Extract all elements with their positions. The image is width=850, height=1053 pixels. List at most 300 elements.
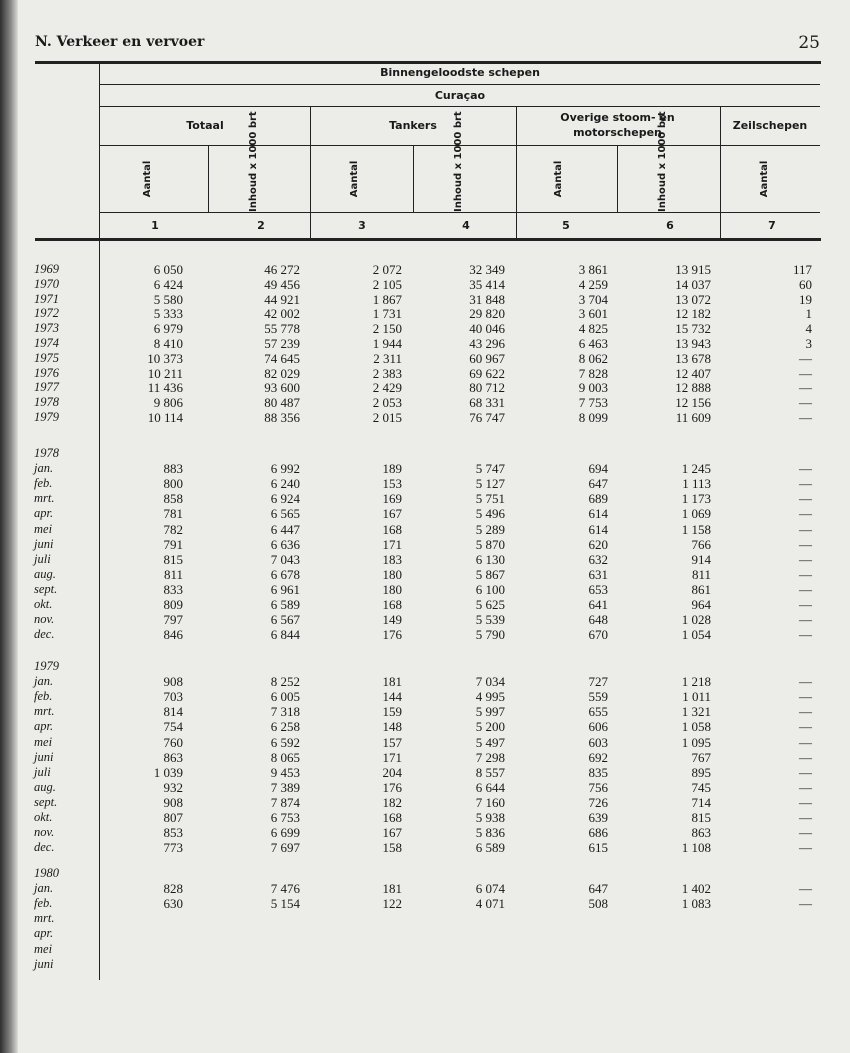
- row-label: 1976: [34, 365, 59, 380]
- cell-col-3: 2 072: [372, 262, 402, 277]
- cell-col-7: —: [799, 734, 812, 750]
- cell-col-2: 6 961: [270, 581, 300, 597]
- cell-col-6: 895: [691, 764, 711, 780]
- rule: [413, 145, 414, 212]
- table-row: [0, 476, 850, 491]
- cell-col-7: —: [799, 395, 812, 411]
- table-row: [0, 597, 850, 612]
- table-row: [0, 881, 850, 896]
- table-row: [0, 840, 850, 855]
- cell-col-1: 6 979: [153, 321, 183, 337]
- cell-col-7: —: [799, 365, 812, 381]
- cell-col-6: 12 156: [675, 395, 711, 411]
- cell-col-7: 4: [805, 321, 812, 337]
- cell-col-5: 4 259: [578, 276, 608, 292]
- cell-col-6: 1 402: [681, 881, 711, 897]
- table-row: [0, 825, 850, 840]
- row-label: apr.: [34, 719, 54, 734]
- column-header: Aantal: [553, 160, 564, 198]
- cell-col-3: 168: [382, 521, 402, 537]
- cell-col-7: —: [799, 810, 812, 825]
- table-row: [0, 522, 850, 537]
- rule: [208, 145, 209, 212]
- table-row: [0, 461, 850, 476]
- cell-col-7: —: [799, 840, 812, 856]
- cell-col-3: 1 867: [372, 291, 402, 307]
- cell-col-7: —: [799, 566, 812, 582]
- section-label: 1979: [34, 659, 59, 673]
- cell-col-1: 797: [163, 612, 183, 628]
- cell-col-4: 5 200: [475, 719, 505, 735]
- cell-col-3: 180: [382, 566, 402, 582]
- row-label: 1974: [34, 336, 59, 350]
- table-row: [0, 735, 850, 750]
- cell-col-4: 60 967: [469, 350, 505, 366]
- cell-col-7: —: [799, 794, 812, 810]
- cell-col-3: 148: [382, 719, 402, 735]
- cell-col-1: 814: [163, 704, 183, 720]
- cell-col-3: 168: [382, 810, 402, 825]
- cell-col-6: 12 182: [675, 306, 711, 322]
- table-row: [0, 351, 850, 366]
- cell-col-7: —: [799, 597, 812, 612]
- cell-col-2: 6 447: [270, 521, 300, 537]
- group-tankers: Tankers: [389, 119, 437, 132]
- cell-col-5: 692: [588, 749, 608, 765]
- cell-col-2: 6 844: [270, 627, 300, 643]
- cell-col-2: 44 921: [264, 291, 300, 307]
- row-label: jan.: [34, 881, 54, 896]
- cell-col-6: 1 108: [681, 840, 711, 856]
- column-header: Aantal: [759, 160, 770, 198]
- cell-col-2: 6 992: [270, 461, 300, 477]
- cell-col-1: 754: [163, 719, 183, 735]
- cell-col-5: 641: [588, 597, 608, 612]
- cell-col-2: 7 476: [270, 881, 300, 897]
- row-label: feb.: [34, 896, 53, 911]
- cell-col-7: —: [799, 551, 812, 567]
- table-row: [0, 277, 850, 292]
- cell-col-1: 800: [163, 476, 183, 492]
- cell-col-1: 863: [163, 749, 183, 765]
- cell-col-2: 7 389: [270, 779, 300, 795]
- cell-col-4: 5 747: [475, 461, 505, 477]
- cell-col-6: 914: [691, 551, 711, 567]
- cell-col-7: —: [799, 536, 812, 552]
- cell-col-5: 9 003: [578, 380, 608, 396]
- row-label: okt.: [34, 810, 53, 824]
- column-number: 1: [151, 219, 159, 232]
- cell-col-3: 2 383: [372, 365, 402, 381]
- cell-col-1: 858: [163, 491, 183, 507]
- cell-col-2: 7 874: [270, 794, 300, 810]
- cell-col-2: 6 753: [270, 810, 300, 825]
- cell-col-5: 3 861: [578, 262, 608, 277]
- cell-col-2: 46 272: [264, 262, 300, 277]
- cell-col-3: 181: [382, 674, 402, 690]
- cell-col-7: —: [799, 627, 812, 643]
- cell-col-6: 14 037: [675, 276, 711, 292]
- section-title: N. Verkeer en vervoer: [35, 34, 205, 50]
- cell-col-3: 180: [382, 581, 402, 597]
- cell-col-3: 176: [382, 779, 402, 795]
- cell-col-1: 9 806: [153, 395, 183, 411]
- row-label: feb.: [34, 689, 53, 704]
- section-label: 1980: [34, 866, 59, 880]
- cell-col-1: 1 039: [153, 764, 183, 780]
- group-zeilschepen: Zeilschepen: [732, 119, 808, 132]
- cell-col-1: 6 050: [153, 262, 183, 277]
- cell-col-4: 32 349: [469, 262, 505, 277]
- cell-col-1: 703: [163, 689, 183, 705]
- rule: [310, 106, 311, 240]
- cell-col-2: 5 154: [270, 896, 300, 912]
- row-label: feb.: [34, 476, 53, 491]
- column-header: Inhoud x 1000 brt: [248, 111, 259, 212]
- cell-col-6: 811: [691, 566, 711, 582]
- cell-col-1: 811: [163, 566, 183, 582]
- cell-col-7: —: [799, 612, 812, 628]
- cell-col-7: 60: [799, 276, 812, 292]
- cell-col-2: 7 043: [270, 551, 300, 567]
- cell-col-2: 74 645: [264, 350, 300, 366]
- cell-col-1: 791: [163, 536, 183, 552]
- cell-col-2: 6 240: [270, 476, 300, 492]
- cell-col-1: 908: [163, 794, 183, 810]
- table-title: Binnengeloodste schepen: [380, 66, 540, 79]
- row-label: jan.: [34, 461, 54, 476]
- cell-col-1: 5 580: [153, 291, 183, 307]
- cell-col-3: 144: [382, 689, 402, 705]
- table-row: [0, 612, 850, 627]
- cell-col-2: 6 636: [270, 536, 300, 552]
- cell-col-4: 7 298: [475, 749, 505, 765]
- cell-col-5: 653: [588, 581, 608, 597]
- cell-col-4: 5 289: [475, 521, 505, 537]
- cell-col-6: 745: [691, 779, 711, 795]
- cell-col-6: 964: [691, 597, 711, 612]
- cell-col-4: 8 557: [475, 764, 505, 780]
- cell-col-1: 846: [163, 627, 183, 643]
- cell-col-2: 6 924: [270, 491, 300, 507]
- table-row: [0, 704, 850, 719]
- row-label: 1969: [34, 262, 59, 276]
- row-label: 1971: [34, 291, 59, 306]
- cell-col-6: 1 113: [682, 476, 711, 492]
- table-row: [0, 306, 850, 321]
- column-number: 6: [666, 219, 674, 232]
- cell-col-1: 6 424: [153, 276, 183, 292]
- table-row: [0, 750, 850, 765]
- row-label: mrt.: [34, 911, 55, 926]
- cell-col-6: 11 609: [675, 410, 711, 425]
- cell-col-1: 908: [163, 674, 183, 690]
- cell-col-3: 153: [382, 476, 402, 492]
- cell-col-3: 171: [382, 749, 402, 765]
- cell-col-1: 853: [163, 825, 183, 841]
- cell-col-5: 647: [588, 476, 608, 492]
- row-label: sept.: [34, 581, 58, 596]
- table-row: [0, 552, 850, 567]
- cell-col-2: 6 592: [270, 734, 300, 750]
- header-bottom-rule: [35, 238, 821, 241]
- column-number: 4: [462, 219, 470, 232]
- cell-col-5: 8 062: [578, 350, 608, 366]
- cell-col-4: 4 995: [475, 689, 505, 705]
- cell-col-2: 6 589: [270, 597, 300, 612]
- table-row: [0, 926, 850, 941]
- cell-col-4: 7 160: [475, 794, 505, 810]
- cell-col-6: 766: [691, 536, 711, 552]
- cell-col-4: 43 296: [469, 336, 505, 351]
- cell-col-3: 1 944: [372, 336, 402, 351]
- cell-col-7: 19: [799, 291, 812, 307]
- cell-col-4: 5 836: [475, 825, 505, 841]
- cell-col-6: 15 732: [675, 321, 711, 337]
- cell-col-4: 5 497: [475, 734, 505, 750]
- cell-col-1: 5 333: [153, 306, 183, 322]
- row-label: mrt.: [34, 704, 55, 719]
- cell-col-4: 5 539: [475, 612, 505, 628]
- cell-col-3: 204: [382, 764, 402, 780]
- table-row: [0, 627, 850, 642]
- row-label: 1972: [34, 306, 59, 321]
- cell-col-4: 68 331: [469, 395, 505, 411]
- cell-col-5: 647: [588, 881, 608, 897]
- cell-col-5: 756: [588, 779, 608, 795]
- table-row: [0, 674, 850, 689]
- section-label: 1978: [34, 446, 59, 460]
- cell-col-4: 6 644: [475, 779, 505, 795]
- cell-col-3: 176: [382, 627, 402, 643]
- column-number: 7: [768, 219, 776, 232]
- cell-col-2: 57 239: [264, 336, 300, 351]
- cell-col-6: 863: [691, 825, 711, 841]
- table-row: [0, 780, 850, 795]
- rule: [617, 145, 618, 212]
- cell-col-3: 159: [382, 704, 402, 720]
- table-row: [0, 911, 850, 926]
- cell-col-5: 6 463: [578, 336, 608, 351]
- row-label: juni: [34, 749, 54, 764]
- cell-col-1: 809: [163, 597, 183, 612]
- cell-col-6: 13 915: [675, 262, 711, 277]
- cell-col-2: 6 258: [270, 719, 300, 735]
- cell-col-7: 1: [805, 306, 812, 322]
- cell-col-7: —: [799, 506, 812, 522]
- row-label: sept.: [34, 794, 58, 809]
- cell-col-5: 631: [588, 566, 608, 582]
- cell-col-7: —: [799, 764, 812, 780]
- cell-col-6: 1 054: [681, 627, 711, 643]
- group-totaal: Totaal: [186, 119, 224, 132]
- row-label: juni: [34, 956, 54, 971]
- row-label: apr.: [34, 926, 54, 941]
- cell-col-6: 767: [691, 749, 711, 765]
- cell-col-7: —: [799, 779, 812, 795]
- cell-col-7: —: [799, 719, 812, 735]
- cell-col-3: 2 311: [373, 350, 402, 366]
- cell-col-4: 29 820: [469, 306, 505, 322]
- cell-col-5: 3 601: [578, 306, 608, 322]
- cell-col-3: 182: [382, 794, 402, 810]
- cell-col-5: 620: [588, 536, 608, 552]
- cell-col-5: 508: [588, 896, 608, 912]
- cell-col-7: 3: [805, 336, 812, 351]
- row-label: mei: [34, 734, 53, 749]
- cell-col-6: 1 028: [681, 612, 711, 628]
- cell-col-2: 6 005: [270, 689, 300, 705]
- cell-col-6: 13 072: [675, 291, 711, 307]
- column-number: 3: [358, 219, 366, 232]
- group-overige: Overige stoom- en motorschepen: [560, 111, 675, 139]
- cell-col-5: 614: [588, 506, 608, 522]
- cell-col-5: 670: [588, 627, 608, 643]
- cell-col-2: 49 456: [264, 276, 300, 292]
- cell-col-7: —: [799, 521, 812, 537]
- cell-col-6: 1 069: [681, 506, 711, 522]
- cell-col-1: 11 436: [147, 380, 183, 396]
- cell-col-6: 1 011: [682, 689, 711, 705]
- cell-col-7: —: [799, 476, 812, 492]
- cell-col-2: 7 697: [270, 840, 300, 856]
- cell-col-5: 689: [588, 491, 608, 507]
- cell-col-6: 714: [691, 794, 711, 810]
- cell-col-7: —: [799, 410, 812, 425]
- cell-col-4: 5 496: [475, 506, 505, 522]
- row-label: mei: [34, 521, 53, 536]
- cell-col-1: 828: [163, 881, 183, 897]
- cell-col-5: 603: [588, 734, 608, 750]
- cell-col-5: 726: [588, 794, 608, 810]
- row-label: 1977: [34, 380, 59, 395]
- cell-col-1: 807: [163, 810, 183, 825]
- cell-col-4: 7 034: [475, 674, 505, 690]
- table-row: [0, 765, 850, 780]
- cell-col-3: 2 150: [372, 321, 402, 337]
- cell-col-5: 615: [588, 840, 608, 856]
- cell-col-5: 8 099: [578, 410, 608, 425]
- row-label: dec.: [34, 840, 55, 855]
- cell-col-5: 4 825: [578, 321, 608, 337]
- table-row: [0, 896, 850, 911]
- cell-col-6: 1 173: [681, 491, 711, 507]
- cell-col-6: 1 083: [681, 896, 711, 912]
- rule: [100, 106, 820, 107]
- cell-col-3: 183: [382, 551, 402, 567]
- table-row: [0, 810, 850, 825]
- row-label: nov.: [34, 612, 55, 627]
- row-label: dec.: [34, 627, 55, 642]
- row-label: 1973: [34, 321, 59, 336]
- cell-col-4: 76 747: [469, 410, 505, 425]
- cell-col-3: 171: [382, 536, 402, 552]
- cell-col-3: 149: [382, 612, 402, 628]
- cell-col-4: 80 712: [469, 380, 505, 396]
- cell-col-1: 773: [163, 840, 183, 856]
- cell-col-3: 1 731: [372, 306, 402, 322]
- cell-col-1: 760: [163, 734, 183, 750]
- table-row: [0, 262, 850, 277]
- cell-col-4: 5 127: [475, 476, 505, 492]
- cell-col-5: 632: [588, 551, 608, 567]
- cell-col-4: 40 046: [469, 321, 505, 337]
- cell-col-6: 12 888: [675, 380, 711, 396]
- column-number: 2: [257, 219, 265, 232]
- cell-col-1: 883: [163, 461, 183, 477]
- cell-col-4: 6 130: [475, 551, 505, 567]
- cell-col-2: 8 252: [270, 674, 300, 690]
- cell-col-3: 168: [382, 597, 402, 612]
- table-row: [0, 292, 850, 307]
- cell-col-5: 694: [588, 461, 608, 477]
- cell-col-7: —: [799, 380, 812, 396]
- cell-col-7: —: [799, 825, 812, 841]
- cell-col-7: —: [799, 689, 812, 705]
- row-label: 1975: [34, 350, 59, 365]
- cell-col-3: 2 015: [372, 410, 402, 425]
- cell-col-1: 10 114: [147, 410, 183, 425]
- cell-col-4: 69 622: [469, 365, 505, 381]
- cell-col-7: —: [799, 674, 812, 690]
- rule: [516, 106, 517, 240]
- cell-col-4: 5 751: [475, 491, 505, 507]
- cell-col-2: 7 318: [270, 704, 300, 720]
- cell-col-5: 648: [588, 612, 608, 628]
- table-row: [0, 395, 850, 410]
- cell-col-2: 8 065: [270, 749, 300, 765]
- table-subtitle: Curaçao: [434, 89, 486, 102]
- table-row: [0, 957, 850, 972]
- row-label: jan.: [34, 674, 54, 689]
- table-row: [0, 410, 850, 425]
- rule: [100, 212, 820, 213]
- cell-col-5: 727: [588, 674, 608, 690]
- cell-col-2: 42 002: [264, 306, 300, 322]
- row-label: mrt.: [34, 491, 55, 506]
- table-row: [0, 380, 850, 395]
- cell-col-3: 122: [382, 896, 402, 912]
- cell-col-1: 10 211: [147, 365, 183, 381]
- cell-col-2: 88 356: [264, 410, 300, 425]
- cell-col-6: 1 095: [681, 734, 711, 750]
- table-row: [0, 366, 850, 381]
- cell-col-3: 157: [382, 734, 402, 750]
- rule: [720, 106, 721, 240]
- column-header: Aantal: [142, 160, 153, 198]
- cell-col-5: 606: [588, 719, 608, 735]
- row-label: 1970: [34, 276, 59, 291]
- cell-col-3: 167: [382, 825, 402, 841]
- cell-col-3: 158: [382, 840, 402, 856]
- cell-col-6: 13 943: [675, 336, 711, 351]
- cell-col-4: 31 848: [469, 291, 505, 307]
- cell-col-6: 1 321: [681, 704, 711, 720]
- column-header: Inhoud x 1000 brt: [657, 111, 668, 212]
- cell-col-5: 686: [588, 825, 608, 841]
- cell-col-7: —: [799, 350, 812, 366]
- row-label: juni: [34, 536, 54, 551]
- cell-col-1: 630: [163, 896, 183, 912]
- table-row: [0, 582, 850, 597]
- cell-col-1: 833: [163, 581, 183, 597]
- column-number: 5: [562, 219, 570, 232]
- column-header: Aantal: [349, 160, 360, 198]
- table-row: [0, 795, 850, 810]
- cell-col-3: 2 053: [372, 395, 402, 411]
- cell-col-7: —: [799, 461, 812, 477]
- cell-col-6: 1 158: [681, 521, 711, 537]
